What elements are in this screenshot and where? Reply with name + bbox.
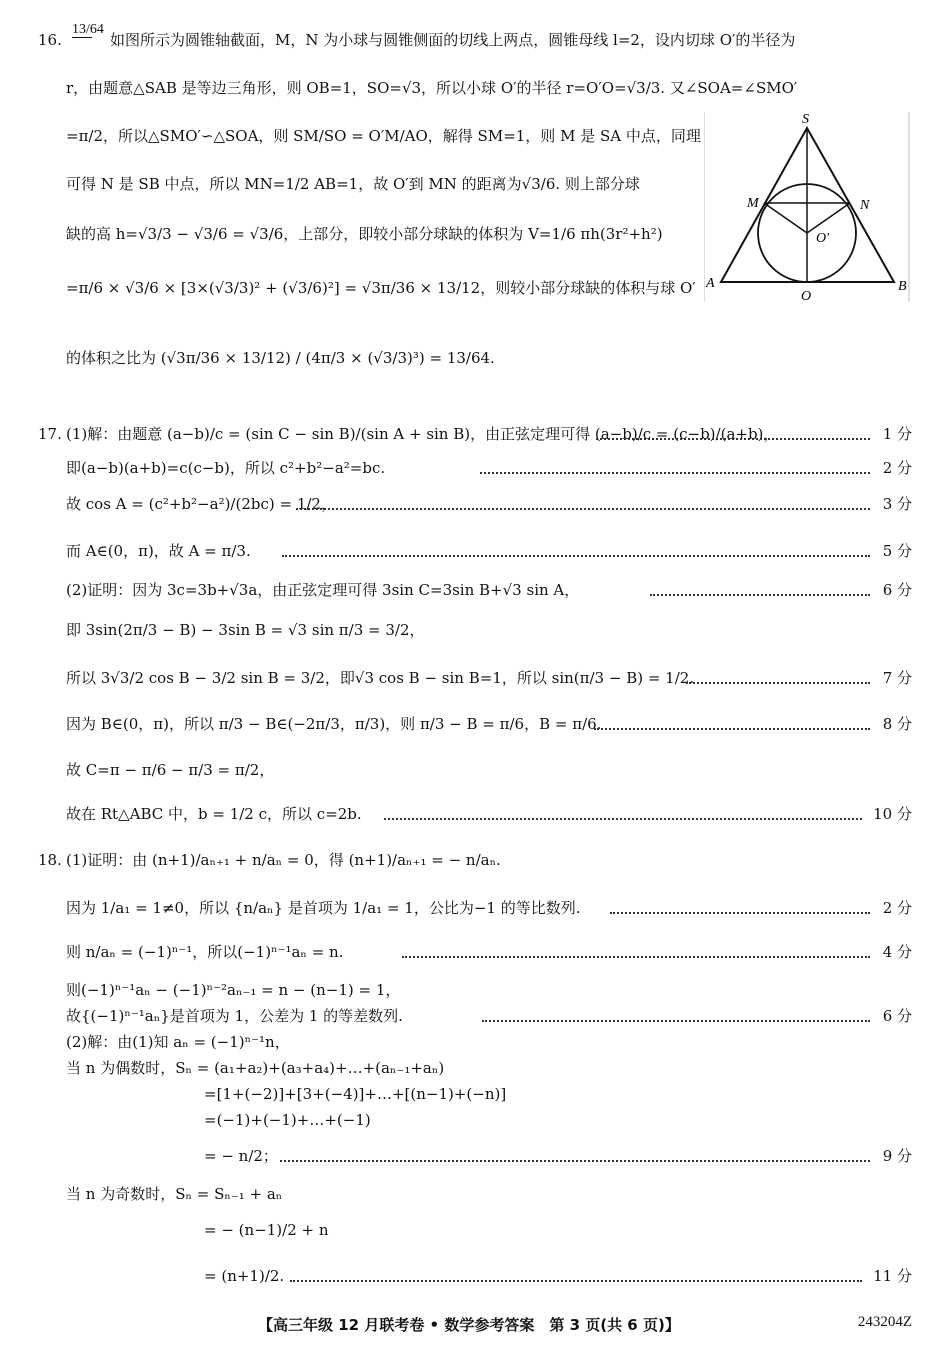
leader-dots xyxy=(686,682,870,684)
q17-row-2: 即(a−b)(a+b)=c(c−b)，所以 c²+b²−a²=bc. xyxy=(66,459,386,477)
score-label: 4 分 xyxy=(882,943,912,961)
label-n: N xyxy=(860,198,870,213)
score-label: 8 分 xyxy=(882,715,912,733)
score-label: 6 分 xyxy=(882,581,912,599)
footer-title: 【高三年级 12 月联考卷 • 数学参考答案 第 3 页(共 6 页)】 xyxy=(258,1316,680,1334)
label-b: B xyxy=(898,279,907,294)
segment-no1 xyxy=(807,203,850,233)
label-a: A xyxy=(706,276,715,291)
q17-row-6: 即 3sin(2π/3 − B) − 3sin B = √3 sin π/3 = 3/2， xyxy=(66,621,425,639)
leader-dots xyxy=(650,594,870,596)
q18-row-12: = − (n−1)/2 + n xyxy=(204,1221,329,1239)
cone-cross-section-figure xyxy=(704,112,910,302)
q16-line-7: 的体积之比为 (√3π/36 × 13/12) / (4π/3 × (√3/3)³) = 13/64. xyxy=(66,349,495,367)
leader-dots xyxy=(280,1160,870,1162)
score-label: 5 分 xyxy=(882,542,912,560)
label-o: O xyxy=(801,289,812,302)
q18-row-6: (2)解：由(1)知 aₙ = (−1)ⁿ⁻¹n， xyxy=(66,1033,290,1051)
q17-row-1: (1)解：由题意 (a−b)/c = (sin C − sin B)/(sin A + sin B)，由正弦定理可得 (a−b)/c = (c−b)/(a+b)， xyxy=(66,425,779,443)
leader-dots xyxy=(282,555,870,557)
q16-line-2: r，由题意△SAB 是等边三角形，则 OB=1，SO=√3，所以小球 O′的半径 r=O′O=√3/3. 又∠SOA=∠SMO′ xyxy=(66,79,798,97)
label-m: M xyxy=(747,196,759,211)
q16-answer-value: 13/64 xyxy=(72,22,104,37)
q16-line-3: =π/2，所以△SMO′∽△SOA，则 SM/SO = O′M/AO，解得 SM=1，则 M 是 SA 中点，同理 xyxy=(66,127,701,145)
leader-dots xyxy=(610,912,870,914)
score-label: 10 分 xyxy=(873,805,912,823)
q17-number: 17. xyxy=(38,425,62,443)
q18-row-1: (1)证明：由 (n+1)/aₙ₊₁ + n/aₙ = 0，得 (n+1)/aₙ₊₁ = − n/aₙ. xyxy=(66,851,501,869)
score-label: 9 分 xyxy=(882,1147,912,1165)
segment-mo1 xyxy=(764,203,807,233)
leader-dots xyxy=(596,438,870,440)
label-s: S xyxy=(802,112,809,127)
q16-line-5: 缺的高 h=√3/3 − √3/6 = √3/6，上部分，即较小部分球缺的体积为 V=1/6 πh(3r²+h²) xyxy=(66,225,663,243)
score-label: 7 分 xyxy=(882,669,912,687)
q18-row-13: = (n+1)/2. xyxy=(204,1267,285,1285)
q18-row-2: 因为 1/a₁ = 1≠0，所以 {n/aₙ} 是首项为 1/a₁ = 1，公比为−1 的等比数列. xyxy=(66,899,581,917)
q17-row-5: (2)证明：因为 3c=3b+√3a，由正弦定理可得 3sin C=3sin B+√3 sin A， xyxy=(66,581,580,599)
score-label: 1 分 xyxy=(882,425,912,443)
q17-row-10: 故在 Rt△ABC 中，b = 1/2 c，所以 c=2b. xyxy=(66,805,362,823)
q17-row-3: 故 cos A = (c²+b²−a²)/(2bc) = 1/2， xyxy=(66,495,336,513)
leader-dots xyxy=(480,472,870,474)
score-label: 2 分 xyxy=(882,899,912,917)
q17-row-8: 因为 B∈(0，π)，所以 π/3 − B∈(−2π/3，π/3)，则 π/3 − B = π/6，B = π/6. xyxy=(66,715,602,733)
leader-dots xyxy=(482,1020,870,1022)
leader-dots xyxy=(384,818,862,820)
q18-row-5: 故{(−1)ⁿ⁻¹aₙ}是首项为 1，公差为 1 的等差数列. xyxy=(66,1007,403,1025)
score-label: 6 分 xyxy=(882,1007,912,1025)
score-label: 2 分 xyxy=(882,459,912,477)
page-footer xyxy=(0,1314,950,1344)
q18-row-4: 则(−1)ⁿ⁻¹aₙ − (−1)ⁿ⁻²aₙ₋₁ = n − (n−1) = 1， xyxy=(66,981,401,999)
q18-row-8: =[1+(−2)]+[3+(−4)]+…+[(n−1)+(−n)] xyxy=(204,1085,507,1103)
q17-row-7: 所以 3√3/2 cos B − 3/2 sin B = 3/2，即√3 cos B − sin B=1，所以 sin(π/3 − B) = 1/2. xyxy=(66,669,695,687)
score-label: 3 分 xyxy=(882,495,912,513)
q17-row-9: 故 C=π − π/6 − π/3 = π/2， xyxy=(66,761,275,779)
q16-line-6: =π/6 × √3/6 × [3×(√3/3)² + (√3/6)²] = √3π/36 × 13/12，则较小部分球缺的体积与球 O′ xyxy=(66,279,696,297)
q17-row-4: 而 A∈(0，π)，故 A = π/3. xyxy=(66,542,251,560)
q16-number: 16. xyxy=(38,31,62,49)
q18-row-7: 当 n 为偶数时，Sₙ = (a₁+a₂)+(a₃+a₄)+…+(aₙ₋₁+aₙ) xyxy=(66,1059,445,1077)
footer-code: 243204Z xyxy=(857,1314,912,1330)
q18-row-11: 当 n 为奇数时，Sₙ = Sₙ₋₁ + aₙ xyxy=(66,1185,283,1203)
leader-dots xyxy=(290,1280,862,1282)
leader-dots xyxy=(296,508,870,510)
q18-row-3: 则 n/aₙ = (−1)ⁿ⁻¹，所以(−1)ⁿ⁻¹aₙ = n. xyxy=(66,943,344,961)
q16-line-4: 可得 N 是 SB 中点，所以 MN=1/2 AB=1，故 O′到 MN 的距离为√3/6. 则上部分球 xyxy=(66,175,640,193)
label-o-prime: O′ xyxy=(816,231,830,246)
score-label: 11 分 xyxy=(873,1267,912,1285)
leader-dots xyxy=(402,956,870,958)
q16-line-1: 如图所示为圆锥轴截面，M，N 为小球与圆锥侧面的切线上两点，圆锥母线 l=2，设内切球 O′的半径为 xyxy=(110,31,796,49)
q16-answer xyxy=(72,22,104,38)
q18-number: 18. xyxy=(38,851,62,869)
q18-row-10: = − n/2； xyxy=(204,1147,278,1165)
leader-dots xyxy=(594,728,870,730)
q18-row-9: =(−1)+(−1)+…+(−1) xyxy=(204,1111,371,1129)
